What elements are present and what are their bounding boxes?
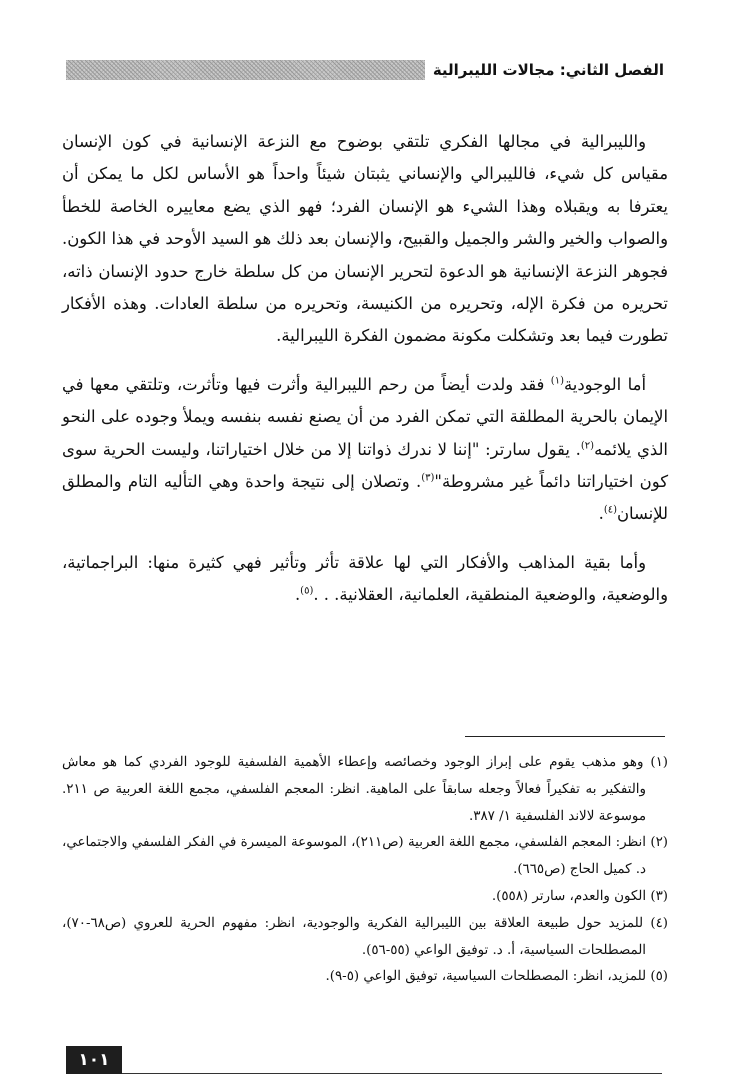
paragraph-text: أما الوجودية	[563, 374, 646, 394]
paragraph-text: .	[294, 585, 301, 605]
main-text	[62, 126, 668, 628]
footnote-1: (١) وهو مذهب يقوم على إبراز الوجود وخصائصه وإعطاء الأهمية الفلسفية للوجود الفردي كما هو معاش والتفكير به تفكيراً فعالاً وجعله سابقاً على الماهية. انظر: المعجم الفلسفي، مجمع اللغة العربية ص ٢١١. موسوعة لالاند الفلسفية ١/ ٣٨٧.	[62, 755, 668, 824]
paragraph	[62, 126, 668, 353]
footnote-reference: (١)	[550, 375, 564, 387]
paragraph-text: والليبرالية في مجالها الفكري تلتقي بوضوح مع النزعة الإنسانية في كون الإنسان مقياس كل شيء، فالليبرالي والإنساني يثبتان شيئاً واحداً هو الأساس لكل ما يمكن أن يعترفا به ويقبلاه وهذا الشيء هو الإنسان الفرد؛ فهو الذي يضع معاييره الخاصة للخطأ والصواب والخير والشر والجميل والقبيح، والإنسان بعد ذلك هو السيد الأوحد في هذا الكون. فجوهر النزعة الإنسانية هو الدعوة لتحرير الإنسان من كل سلطة خارج حدود الإنسان ذاته، تحريره من فكرة الإله، وتحريره من الكنيسة، وتحريره من سلطة العادات. وهذه الأفكار تطورت فيما بعد وتشكلت مكونة مضمون الفكرة الليبرالية.	[62, 132, 668, 346]
footnote-4: (٤) للمزيد حول طبيعة العلاقة بين الليبرالية الفكرية والوجودية، انظر: مفهوم الحرية للعروي (ص٦٨-٧٠)، المصطلحات السياسية، أ. د. توفيق الواعي (٥٥-٥٦).	[62, 915, 668, 958]
footnote-reference: (٢)	[580, 440, 595, 452]
paragraph-text: . يقول سارتر: "إننا لا ندرك ذواتنا إلا من خلال اختياراتنا، وليست الحرية سوى كون اختياراتنا دائماً غير مشروطة"	[62, 439, 668, 492]
footnote-reference: (٥)	[300, 585, 314, 597]
footnote-separator	[465, 736, 665, 737]
paragraph	[62, 369, 668, 531]
footnote-reference: (٣)	[421, 472, 435, 484]
page-bottom-rule	[122, 1073, 662, 1074]
paragraph-text: . وتصلان إلى نتيجة واحدة وهي التأليه التام والمطلق للإنسان	[62, 472, 668, 524]
footnote-2: (٢) انظر: المعجم الفلسفي، مجمع اللغة العربية (ص٢١١)، الموسوعة الميسرة في الفكر الفلسفي والاجتماعي، د. كميل الحاج (ص٦٦٥).	[62, 835, 669, 878]
chapter-title: الفصل الثاني: مجالات الليبرالية	[432, 61, 664, 79]
paragraph-text: .	[598, 504, 604, 524]
page-number: ١٠١	[66, 1046, 122, 1074]
paragraph-text: وأما بقية المذاهب والأفكار التي لها علاقة تأثر وتأثير فهي كثيرة منها: البراجماتية، والوضعية، والوضعية المنطقية، العلمانية، العقلانية. . .	[62, 552, 668, 605]
footnote-5: (٥) للمزيد، انظر: المصطلحات السياسية، توفيق الواعي (٥-٩).	[325, 969, 668, 985]
paragraph-text: فقد ولدت أيضاً من رحم الليبرالية وأثرت فيها وتأثرت، وتلتقي معها في الإيمان بالحرية المطلقة التي تمكن الفرد من أن يصنع نفسه بنفسه ويملأ وجوده على النحو الذي يلائمه	[62, 374, 668, 459]
footnote-reference: (٤)	[603, 505, 617, 516]
paragraph	[62, 547, 668, 612]
running-header	[66, 58, 664, 82]
footnote-3: (٣) الكون والعدم، سارتر (٥٥٨).	[491, 888, 668, 904]
footnotes	[62, 750, 668, 991]
header-decorative-band	[66, 60, 425, 80]
